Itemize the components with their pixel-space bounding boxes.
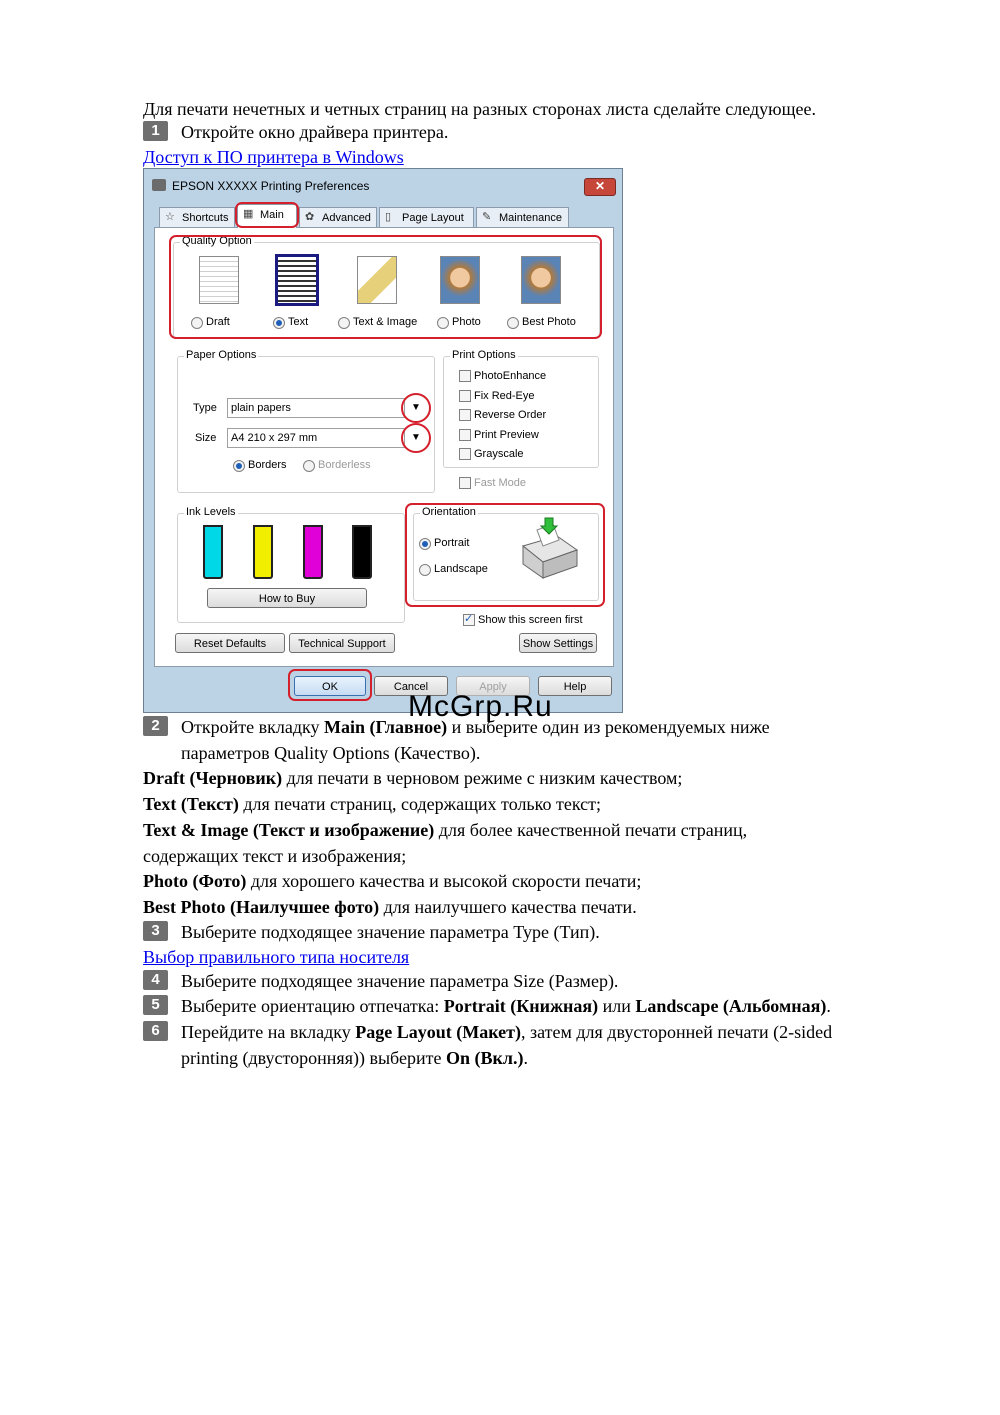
text-image-description: Text & Image (Текст и изображение) для более качественной печати страниц, (143, 820, 748, 840)
link-media-type[interactable]: Выбор правильного типа носителя (143, 947, 410, 967)
ok-button-highlight (288, 669, 372, 701)
step-5-text: Выберите ориентацию отпечатка: Portrait (Книжная) или Landscape (Альбомная). (181, 996, 831, 1016)
photo-thumbnail[interactable] (440, 256, 480, 304)
printer-orientation-icon (517, 516, 581, 584)
type-label: Type (193, 402, 217, 414)
link-printer-software[interactable]: Доступ к ПО принтера в Windows (143, 147, 404, 167)
text-image-radio[interactable]: Text & Image (338, 316, 417, 329)
show-screen-first-checkbox[interactable]: Show this screen first ✓ (463, 614, 583, 627)
intro-text: Для печати нечетных и четных страниц на разных сторонах листа сделайте следующее. (143, 99, 816, 119)
yellow-ink-level (253, 525, 273, 579)
main-tab-panel (154, 227, 614, 667)
cyan-ink-level (203, 525, 223, 579)
text-thumbnail[interactable] (275, 254, 319, 306)
tab-shortcuts[interactable]: ☆ Shortcuts (159, 207, 235, 227)
step-6-text-line2: printing (двусторонняя)) выберите On (Вкл.). (181, 1048, 528, 1068)
photo-description: Photo (Фото) для хорошего качества и высокой скорости печати; (143, 871, 642, 891)
magenta-ink-level (303, 525, 323, 579)
size-select[interactable]: A4 210 x 297 mm (227, 428, 405, 448)
tab-maintenance[interactable]: ✎ Maintenance (476, 207, 569, 227)
borderless-radio[interactable]: Borderless (303, 459, 371, 472)
tab-main[interactable]: ▦ Main (237, 204, 297, 228)
reverse-order-checkbox[interactable]: Reverse Order (459, 409, 546, 422)
grayscale-checkbox[interactable]: Grayscale (459, 448, 524, 461)
advanced-icon: ✿ (305, 211, 315, 223)
print-options-label: Print Options (452, 349, 516, 361)
text-description: Text (Текст) для печати страниц, содержащих только текст; (143, 794, 601, 814)
tab-advanced[interactable]: ✿ Advanced (299, 207, 377, 227)
step-badge-6: 6 (143, 1021, 168, 1041)
close-button[interactable]: ✕ (584, 178, 616, 196)
step-1-text: Откройте окно драйвера принтера. (181, 122, 449, 142)
apply-button[interactable]: Apply (456, 676, 530, 696)
text-radio[interactable]: Text (273, 316, 308, 329)
step-badge-2: 2 (143, 716, 168, 736)
black-ink-level (352, 525, 372, 579)
size-dropdown-arrow[interactable]: ▼ (401, 423, 431, 453)
step-2-text-line2: параметров Quality Options (Качество). (181, 743, 481, 763)
page-icon: ▯ (385, 211, 392, 223)
size-label: Size (195, 432, 217, 444)
ink-levels-label: Ink Levels (186, 506, 236, 518)
tab-page-layout[interactable]: ▯ Page Layout (379, 207, 474, 227)
wrench-icon: ✎ (482, 211, 492, 223)
fast-mode-checkbox[interactable]: Fast Mode (459, 477, 526, 490)
borders-radio[interactable]: Borders (233, 459, 287, 472)
help-button[interactable]: Help (538, 676, 612, 696)
printing-preferences-dialog (143, 168, 623, 713)
best-photo-description: Best Photo (Наилучшее фото) для наилучшего качества печати. (143, 897, 637, 917)
step-badge-5: 5 (143, 995, 168, 1015)
reset-defaults-button[interactable]: Reset Defaults (175, 633, 285, 653)
draft-thumbnail[interactable] (199, 256, 239, 304)
type-dropdown-arrow[interactable]: ▼ (401, 393, 431, 423)
orientation-label: Orientation (422, 506, 476, 518)
printer-icon (152, 179, 166, 191)
type-select[interactable]: plain papers (227, 398, 405, 418)
text-image-description-line2: содержащих текст и изображения; (143, 846, 407, 866)
paper-options-label: Paper Options (186, 349, 257, 361)
star-icon: ☆ (165, 211, 175, 223)
draft-description: Draft (Черновик) для печати в черновом режиме с низким качеством; (143, 768, 683, 788)
best-photo-radio[interactable]: Best Photo (507, 316, 576, 329)
dialog-titlebar (144, 169, 622, 201)
step-4-text: Выберите подходящее значение параметра Size (Размер). (181, 971, 619, 991)
technical-support-button[interactable]: Technical Support (289, 633, 395, 653)
show-settings-button[interactable]: Show Settings (519, 633, 597, 653)
cancel-button[interactable]: Cancel (374, 676, 448, 696)
step-badge-1: 1 (143, 121, 168, 141)
paper-options-group (177, 349, 435, 493)
dialog-title: EPSON XXXXX Printing Preferences (172, 179, 370, 193)
watermark: McGrp.Ru (408, 690, 553, 723)
main-tab-highlight (235, 202, 299, 228)
draft-radio[interactable]: Draft (191, 316, 230, 329)
portrait-radio[interactable]: Portrait (419, 537, 469, 550)
best-photo-thumbnail[interactable] (521, 256, 561, 304)
photo-radio[interactable]: Photo (437, 316, 481, 329)
step-6-text: Перейдите на вкладку Page Layout (Макет), затем для двусторонней печати (2-sided (181, 1022, 833, 1042)
print-preview-checkbox[interactable]: Print Preview (459, 429, 539, 442)
step-2-text: Откройте вкладку Main (Главное) и выберите один из рекомендуемых ниже (181, 717, 770, 737)
step-badge-4: 4 (143, 970, 168, 990)
step-3-text: Выберите подходящее значение параметра Type (Тип). (181, 922, 600, 942)
ok-button[interactable]: OK (294, 676, 366, 696)
text-image-thumbnail[interactable] (357, 256, 397, 304)
fix-red-eye-checkbox[interactable]: Fix Red-Eye (459, 390, 535, 403)
landscape-radio[interactable]: Landscape (419, 563, 488, 576)
how-to-buy-button[interactable]: How to Buy (207, 588, 367, 608)
photoenhance-checkbox[interactable]: PhotoEnhance (459, 370, 546, 383)
quality-option-label: Quality Option (182, 235, 252, 247)
step-badge-3: 3 (143, 921, 168, 941)
main-tab-icon: ▦ (243, 208, 254, 220)
